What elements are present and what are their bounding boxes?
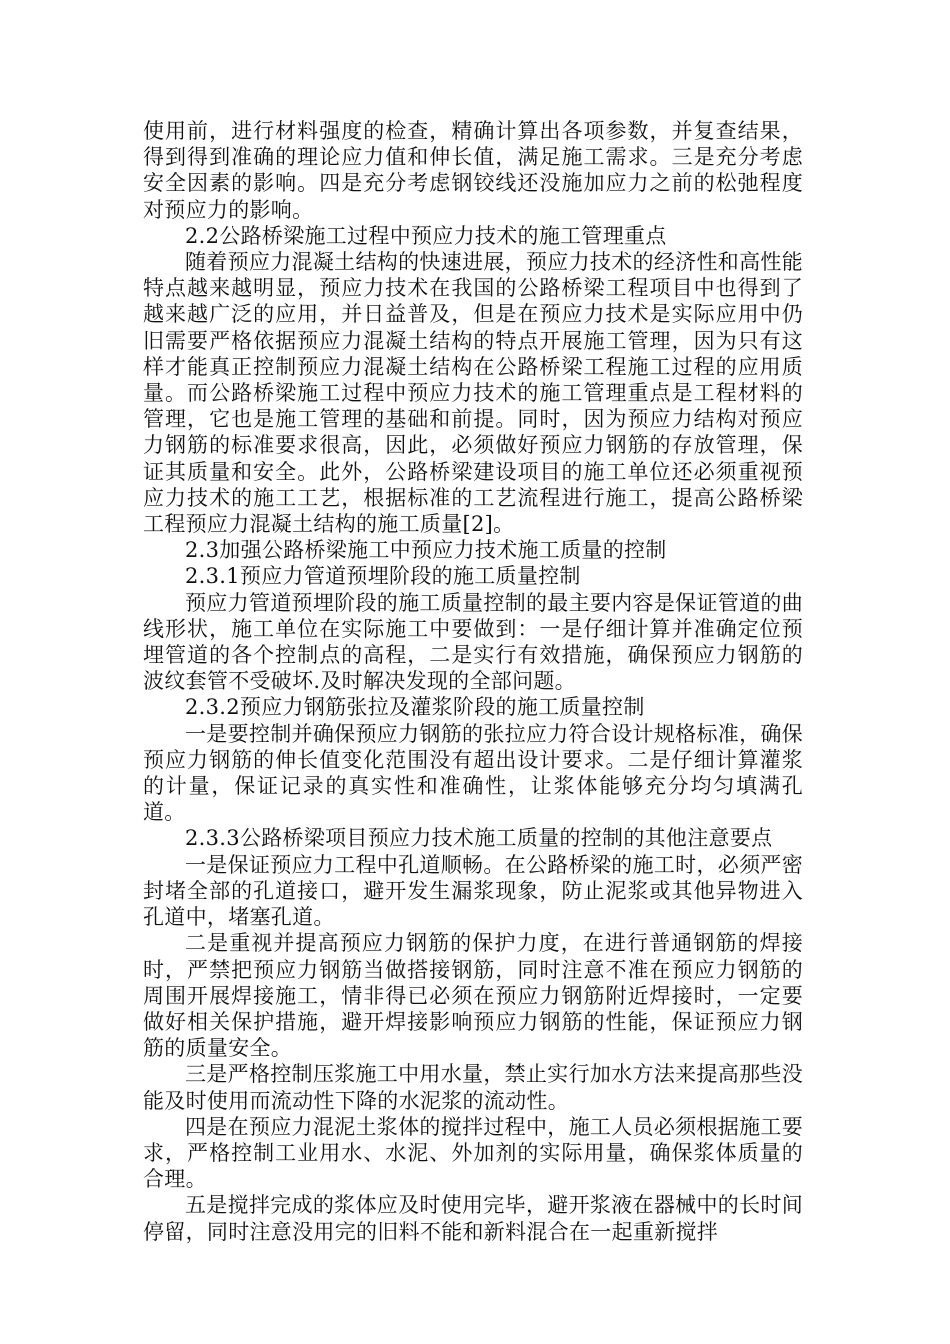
section-heading-2-3-3: 2.3.3公路桥梁项目预应力技术施工质量的控制的其他注意要点 bbox=[185, 826, 773, 851]
section-heading-2-2: 2.2公路桥梁施工过程中预应力技术的施工管理重点 bbox=[185, 223, 667, 248]
section-heading-2-3-2: 2.3.2预应力钢筋张拉及灌浆阶段的施工质量控制 bbox=[185, 695, 645, 720]
section-heading-2-3-1: 2.3.1预应力管道预埋阶段的施工质量控制 bbox=[185, 564, 581, 589]
paragraph-point-one: 一是保证预应力工程中孔道顺畅。在公路桥梁的施工时，必须严密封堵全部的孔道接口，避开发生漏浆现象，防止泥浆或其他异物进入孔道中，堵塞孔道。 bbox=[143, 852, 803, 930]
paragraph-continued: 使用前，进行材料强度的检查，精确计算出各项参数，并复查结果，得到得到准确的理论应力值和伸长值，满足施工需求。三是充分考虑安全因素的影响。四是充分考虑钢铰线还没施加应力之前的松弛程度对预应力的影响。 bbox=[143, 119, 803, 222]
document-page bbox=[143, 118, 803, 1245]
paragraph-tension-grouting: 一是要控制并确保预应力钢筋的张拉应力符合设计规格标准，确保预应力钢筋的伸长值变化范围没有超出设计要求。二是仔细计算灌浆的计量，保证记录的真实性和准确性，让浆体能够充分均匀填满孔道。 bbox=[143, 721, 803, 825]
paragraph-pipe-embedding: 预应力管道预埋阶段的施工质量控制的最主要内容是保证管道的曲线形状，施工单位在实际施工中要做到：一是仔细计算并准确定位预埋管道的各个控制点的高程，二是实行有效措施，确保预应力钢筋的波纹套管不受破坏.及时解决发现的全部问题。 bbox=[143, 590, 803, 694]
paragraph-point-three: 三是严格控制压浆施工中用水量，禁止实行加水方法来提高那些没能及时使用而流动性下降的水泥浆的流动性。 bbox=[143, 1062, 803, 1113]
paragraph-management-focus: 随着预应力混凝土结构的快速进展，预应力技术的经济性和高性能特点越来越明显，预应力技术在我国的公路桥梁工程项目中也得到了越来越广泛的应用，并日益普及，但是在预应力技术是实际应用中仍旧需要严格依据预应力混凝土结构的特点开展施工管理，因为只有这样才能真正控制预应力混凝土结构在公路桥梁工程施工过程的应用质量。而公路桥梁施工过程中预应力技术的施工管理重点是工程材料的管理，它也是施工管理的基础和前提。同时，因为预应力结构对预应力钢筋的标准要求很高，因此，必须做好预应力钢筋的存放管理，保证其质量和安全。此外，公路桥梁建设项目的施工单位还必须重视预应力技术的施工工艺，根据标准的工艺流程进行施工，提高公路桥梁工程预应力混凝土结构的施工质量[2]。 bbox=[143, 250, 803, 537]
paragraph-point-four: 四是在预应力混泥土浆体的搅拌过程中，施工人员必须根据施工要求，严格控制工业用水、水泥、外加剂的实际用量，确保浆体质量的合理。 bbox=[143, 1114, 803, 1192]
paragraph-point-two: 二是重视并提高预应力钢筋的保护力度，在进行普通钢筋的焊接时，严禁把预应力钢筋当做搭接钢筋，同时注意不准在预应力钢筋的周围开展焊接施工，情非得已必须在预应力钢筋附近焊接时，一定要做好相关保护措施，避开焊接影响预应力钢筋的性能，保证预应力钢筋的质量安全。 bbox=[143, 931, 803, 1061]
paragraph-point-five: 五是搅拌完成的浆体应及时使用完毕，避开浆液在器械中的长时间停留，同时注意没用完的旧料不能和新料混合在一起重新搅拌 bbox=[143, 1193, 803, 1244]
section-heading-2-3: 2.3加强公路桥梁施工中预应力技术施工质量的控制 bbox=[185, 538, 667, 563]
